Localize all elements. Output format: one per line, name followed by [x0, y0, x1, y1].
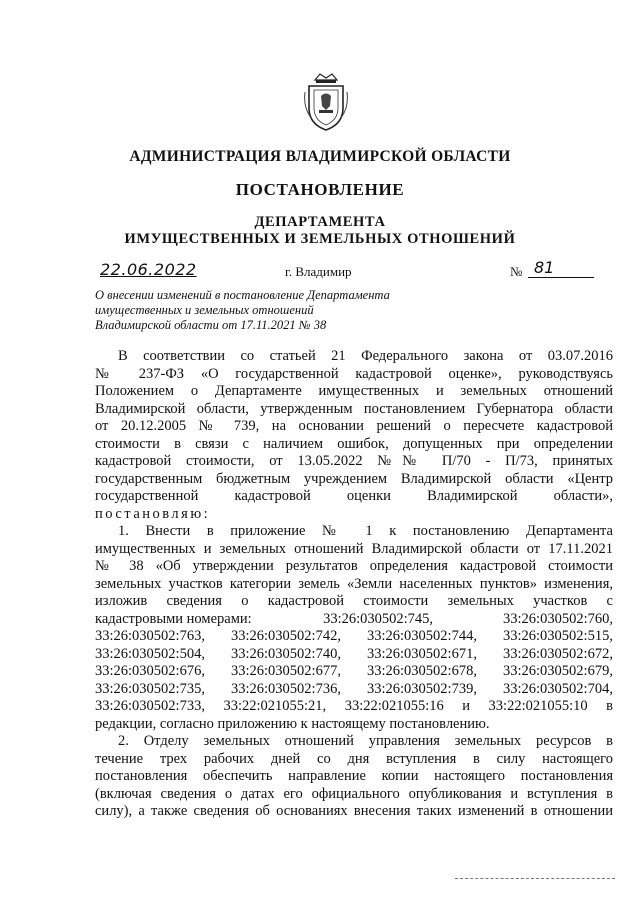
conjunction: и	[462, 698, 471, 714]
preamble-line: В соответствии со статьей 21 Федерального закона от 03.07.2016	[118, 348, 613, 364]
item-1-line: имущественных и земельных отношений Владимирской области от 17.11.2021	[95, 540, 613, 557]
document-type: ПОСТАНОВЛЕНИЕ	[235, 180, 405, 199]
item-1-line: 1. Внести в приложение № 1 к постановлению Департамента	[118, 523, 613, 539]
cadastral-row	[95, 698, 613, 716]
cadastral-number: 33:26:030502:740,	[231, 645, 341, 662]
document-body	[95, 348, 613, 821]
cadastral-number: 33:26:030502:742,	[231, 628, 341, 644]
cadastral-row	[95, 663, 613, 681]
cadastral-number: 33:26:030502:671,	[367, 645, 477, 662]
preposition: в	[606, 698, 613, 714]
cadastral-number: 33:22:021055:21,	[223, 698, 327, 714]
item-2-line: постановления обеспечить направление копии настоящего постановления	[95, 768, 613, 784]
cadastral-number: 33:22:021055:16	[344, 698, 444, 714]
item-1-line: изложив сведения о кадастровой стоимости земельных участков с	[95, 593, 613, 609]
coat-of-arms-emblem	[303, 72, 349, 134]
preamble-line: № 237-ФЗ «О государственной кадастровой оценке», руководствуясь	[95, 365, 613, 382]
cadastral-row	[95, 646, 613, 664]
cadastral-number: 33:26:030502:744,	[367, 628, 477, 644]
cadastral-number: 33:22:021055:10	[488, 698, 588, 714]
cadastral-number: 33:26:030502:745,	[323, 610, 434, 627]
cadastral-number: 33:26:030502:763,	[95, 628, 205, 644]
item-2-line: (включая сведения о датах его официального опубликования и вступления в	[95, 785, 613, 802]
cadastral-number: 33:26:030502:739,	[367, 680, 477, 697]
decree-word: постановляю:	[95, 505, 211, 522]
preamble-line: Положением о Департаменте имущественных и земельных отношений	[95, 383, 613, 399]
item-1-line: № 38 «Об утверждении результатов определения кадастровой стоимости	[95, 558, 613, 574]
cadastral-number: 33:26:030502:504,	[95, 645, 205, 662]
cadastral-row	[95, 681, 613, 699]
cadastral-number: 33:26:030502:672,	[503, 645, 613, 662]
organization-title: АДМИНИСТРАЦИЯ ВЛАДИМИРСКОЙ ОБЛАСТИ	[129, 148, 511, 165]
page-footer-divider	[455, 878, 615, 879]
subject-line: О внесении изменений в постановление Департамента	[95, 288, 390, 302]
item-2-line: течение трех рабочих дней со дня вступления в силу настоящего	[95, 750, 613, 767]
cadastral-number: 33:26:030502:735,	[95, 680, 205, 697]
document-number: 81	[528, 258, 594, 278]
document-subject	[95, 288, 425, 333]
item-2-line: силу), а также сведения об основаниях внесения таких изменений в отношении	[95, 803, 613, 819]
item-2-line: 2. Отделу земельных отношений управления земельных ресурсов в	[118, 733, 613, 749]
cadastral-number: 33:26:030502:677,	[231, 663, 341, 679]
document-city: г. Владимир	[285, 264, 352, 279]
document-date: 22.06.2022	[100, 260, 197, 279]
preamble-line: государственным бюджетным учреждением Владимирской области «Центр	[95, 470, 613, 487]
cadastral-number: 33:26:030502:679,	[503, 663, 613, 679]
number-label: №	[510, 264, 523, 279]
cadastral-number: 33:26:030502:760,	[503, 610, 613, 627]
preamble-line: государственной кадастровой оценки Владимирской области»,	[95, 488, 613, 504]
preamble-line: кадастровой стоимости, от 13.05.2022 №№ П/70 - П/73, принятых	[95, 453, 613, 469]
cadastral-number: 33:26:030502:515,	[503, 628, 613, 644]
subject-line: Владимирской области от 17.11.2021 № 38	[95, 318, 327, 332]
department-line-2: ИМУЩЕСТВЕННЫХ И ЗЕМЕЛЬНЫХ ОТНОШЕНИЙ	[124, 231, 516, 247]
cadastral-number: 33:26:030502:736,	[231, 680, 341, 697]
preamble-line: от 20.12.2005 № 739, на основании решений о пересчете кадастровой	[95, 418, 613, 434]
department-line-1: ДЕПАРТАМЕНТА	[254, 214, 386, 230]
item-1-end: редакции, согласно приложению к настоящему постановлению.	[95, 715, 490, 732]
preamble-line: стоимости в связи с наличием ошибок, допущенных при определении	[95, 435, 613, 452]
cadastral-number: 33:26:030502:704,	[503, 680, 613, 697]
cadastral-number: 33:26:030502:733,	[95, 698, 205, 714]
cadastral-row	[95, 628, 613, 646]
cadastral-number: 33:26:030502:678,	[367, 663, 477, 679]
preamble-line: Владимирской области, утвержденным постановлением Губернатора области	[95, 400, 613, 417]
cadastral-number: 33:26:030502:676,	[95, 663, 205, 679]
subject-line: имущественных и земельных отношений	[95, 303, 314, 317]
item-1-line: земельных участков категории земель «Земли населенных пунктов» изменения,	[95, 575, 613, 592]
cadastral-row	[95, 611, 613, 629]
cadastral-lead: кадастровыми номерами:	[95, 610, 252, 627]
